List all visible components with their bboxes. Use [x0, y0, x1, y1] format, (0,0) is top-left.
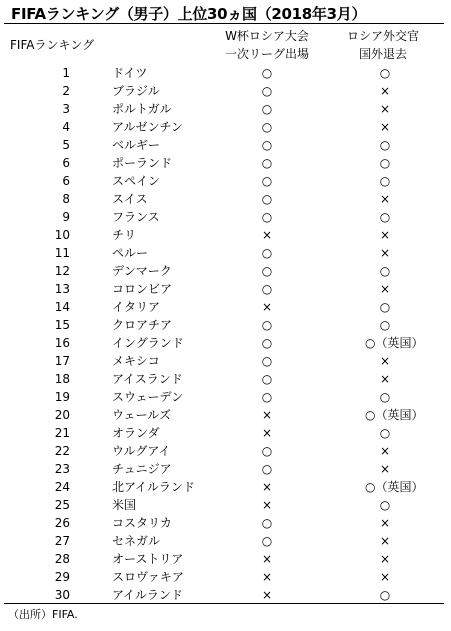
country-cell: ベルギー [112, 138, 161, 152]
table-row [0, 118, 451, 136]
rank-cell: 26 [54, 516, 70, 530]
worldcup-cell: ○ [261, 210, 273, 224]
rank-cell: 29 [54, 570, 70, 584]
table-row [0, 316, 451, 334]
worldcup-cell: × [261, 480, 273, 494]
worldcup-cell: ○ [261, 66, 273, 80]
country-cell: クロアチア [112, 318, 173, 332]
expulsion-cell: ○ [379, 66, 391, 80]
worldcup-cell: ○ [261, 282, 273, 296]
worldcup-cell: ○ [261, 462, 273, 476]
rank-cell: 14 [54, 300, 70, 314]
expulsion-cell: × [379, 282, 391, 296]
column-header-worldcup-line1: W杯ロシア大会 [225, 29, 309, 43]
country-cell: セネガル [112, 534, 161, 548]
country-cell: ペルー [112, 246, 149, 260]
table-row [0, 532, 451, 550]
worldcup-cell: × [261, 588, 273, 602]
table-row [0, 136, 451, 154]
table-row [0, 334, 451, 352]
expulsion-cell: × [379, 462, 391, 476]
country-cell: チリ [112, 228, 137, 242]
worldcup-cell: ○ [261, 444, 273, 458]
country-cell: メキシコ [112, 354, 160, 368]
rank-cell: 10 [54, 228, 70, 242]
expulsion-cell: × [379, 534, 391, 548]
table-row [0, 208, 451, 226]
worldcup-cell: × [261, 300, 273, 314]
table-title: FIFAランキング（男子）上位30ヵ国（2018年3月） [11, 5, 367, 23]
expulsion-cell: × [379, 84, 391, 98]
worldcup-cell: × [261, 570, 273, 584]
table-row [0, 478, 451, 496]
table-row [0, 280, 451, 298]
worldcup-cell: ○ [261, 84, 273, 98]
expulsion-cell: × [379, 570, 391, 584]
rank-cell: 15 [54, 318, 70, 332]
column-header-expulsion-line1: ロシア外交官 [346, 29, 419, 43]
worldcup-cell: ○ [261, 138, 273, 152]
rank-cell: 13 [54, 282, 70, 296]
table-body [0, 64, 451, 604]
country-cell: スロヴァキア [112, 570, 184, 584]
worldcup-cell: ○ [261, 372, 273, 386]
worldcup-cell: ○ [261, 120, 273, 134]
rank-cell: 25 [54, 498, 70, 512]
expulsion-cell: × [379, 354, 391, 368]
table-row [0, 496, 451, 514]
table-row [0, 154, 451, 172]
table-row [0, 82, 451, 100]
worldcup-cell: ○ [261, 354, 273, 368]
column-header-worldcup-line2: 一次リーグ出場 [224, 47, 309, 61]
worldcup-cell: ○ [261, 246, 273, 260]
expulsion-cell: ○ [379, 174, 391, 188]
expulsion-cell: ○ [379, 498, 391, 512]
rank-cell: 11 [54, 246, 70, 260]
expulsion-cell: × [379, 228, 391, 242]
rank-cell: 2 [62, 84, 70, 98]
worldcup-cell: × [261, 498, 273, 512]
worldcup-cell: × [261, 426, 273, 440]
expulsion-cell: ○ [379, 138, 391, 152]
rank-cell: 17 [54, 354, 70, 368]
country-cell: デンマーク [112, 264, 172, 278]
country-cell: ブラジル [112, 84, 160, 98]
rank-cell: 6 [62, 156, 70, 170]
country-cell: アイスランド [112, 372, 183, 386]
country-cell: アルゼンチン [112, 120, 183, 134]
expulsion-cell: ○ [379, 390, 391, 404]
expulsion-cell: ○ [379, 318, 391, 332]
worldcup-cell: × [261, 228, 273, 242]
table-row [0, 442, 451, 460]
expulsion-cell: × [379, 444, 391, 458]
country-cell: 米国 [112, 498, 137, 512]
country-cell: イタリア [112, 300, 161, 314]
country-cell: スウェーデン [112, 390, 184, 404]
expulsion-cell: × [379, 552, 391, 566]
worldcup-cell: × [261, 552, 273, 566]
expulsion-cell: ○（英国） [365, 408, 424, 422]
expulsion-cell: × [379, 372, 391, 386]
rank-cell: 8 [62, 192, 70, 206]
rank-cell: 28 [54, 552, 70, 566]
rank-cell: 18 [54, 372, 70, 386]
table-row [0, 460, 451, 478]
header-rule [4, 23, 444, 24]
rank-cell: 21 [54, 426, 70, 440]
table-row [0, 370, 451, 388]
column-header-expulsion-line2: 国外退去 [358, 47, 407, 61]
rank-cell: 16 [54, 336, 70, 350]
column-header-worldcup [214, 27, 320, 63]
worldcup-cell: ○ [261, 264, 273, 278]
rank-cell: 3 [62, 102, 70, 116]
column-header-expulsion [330, 27, 436, 63]
expulsion-cell: × [379, 120, 391, 134]
worldcup-cell: ○ [261, 102, 273, 116]
worldcup-cell: × [261, 408, 273, 422]
worldcup-cell: ○ [261, 318, 273, 332]
country-cell: コスタリカ [112, 516, 172, 530]
expulsion-cell: ○ [379, 264, 391, 278]
worldcup-cell: ○ [261, 336, 273, 350]
table-row [0, 172, 451, 190]
country-cell: コロンビア [112, 282, 173, 296]
table-row [0, 424, 451, 442]
country-cell: アイルランド [112, 588, 183, 602]
expulsion-cell: ○ [379, 426, 391, 440]
country-cell: チュニジア [112, 462, 172, 476]
column-header-rank: FIFAランキング [10, 38, 95, 52]
worldcup-cell: ○ [261, 390, 273, 404]
country-cell: ポルトガル [112, 102, 172, 116]
source-note: （出所）FIFA. [8, 608, 78, 621]
table-row [0, 244, 451, 262]
rank-cell: 27 [54, 534, 70, 548]
table-row [0, 298, 451, 316]
expulsion-cell: ○ [379, 300, 391, 314]
rank-cell: 20 [54, 408, 70, 422]
table-row [0, 514, 451, 532]
country-cell: ポーランド [112, 156, 173, 170]
country-cell: オランダ [112, 426, 160, 440]
rank-cell: 6 [62, 174, 70, 188]
table-row [0, 100, 451, 118]
country-cell: イングランド [112, 336, 184, 350]
rank-cell: 1 [62, 66, 70, 80]
rank-cell: 4 [62, 120, 70, 134]
worldcup-cell: ○ [261, 192, 273, 206]
rank-cell: 22 [54, 444, 70, 458]
country-cell: ドイツ [112, 66, 148, 80]
table-row [0, 568, 451, 586]
table-row [0, 586, 451, 604]
country-cell: スペイン [112, 174, 161, 188]
expulsion-cell: × [379, 246, 391, 260]
expulsion-cell: × [379, 516, 391, 530]
country-cell: 北アイルランド [112, 480, 195, 494]
rank-cell: 30 [54, 588, 70, 602]
worldcup-cell: ○ [261, 516, 273, 530]
expulsion-cell: × [379, 102, 391, 116]
table-row [0, 550, 451, 568]
expulsion-cell: ○ [379, 156, 391, 170]
worldcup-cell: ○ [261, 534, 273, 548]
worldcup-cell: ○ [261, 156, 273, 170]
country-cell: ウルグアイ [112, 444, 171, 458]
table-row [0, 226, 451, 244]
footer-rule [4, 603, 444, 604]
worldcup-cell: ○ [261, 174, 273, 188]
table-row [0, 352, 451, 370]
rank-cell: 9 [62, 210, 70, 224]
rank-cell: 12 [54, 264, 70, 278]
rank-cell: 5 [62, 138, 70, 152]
country-cell: スイス [112, 192, 148, 206]
rank-cell: 24 [54, 480, 70, 494]
rank-cell: 23 [54, 462, 70, 476]
table-row [0, 406, 451, 424]
table-row [0, 64, 451, 82]
country-cell: フランス [112, 210, 160, 224]
expulsion-cell: ○ [379, 210, 391, 224]
expulsion-cell: × [379, 192, 391, 206]
expulsion-cell: ○（英国） [365, 336, 424, 350]
expulsion-cell: ○ [379, 588, 391, 602]
expulsion-cell: ○（英国） [365, 480, 424, 494]
country-cell: オーストリア [112, 552, 184, 566]
table-row [0, 262, 451, 280]
country-cell: ウェールズ [112, 408, 171, 422]
table-row [0, 388, 451, 406]
table-row [0, 190, 451, 208]
rank-cell: 19 [54, 390, 70, 404]
